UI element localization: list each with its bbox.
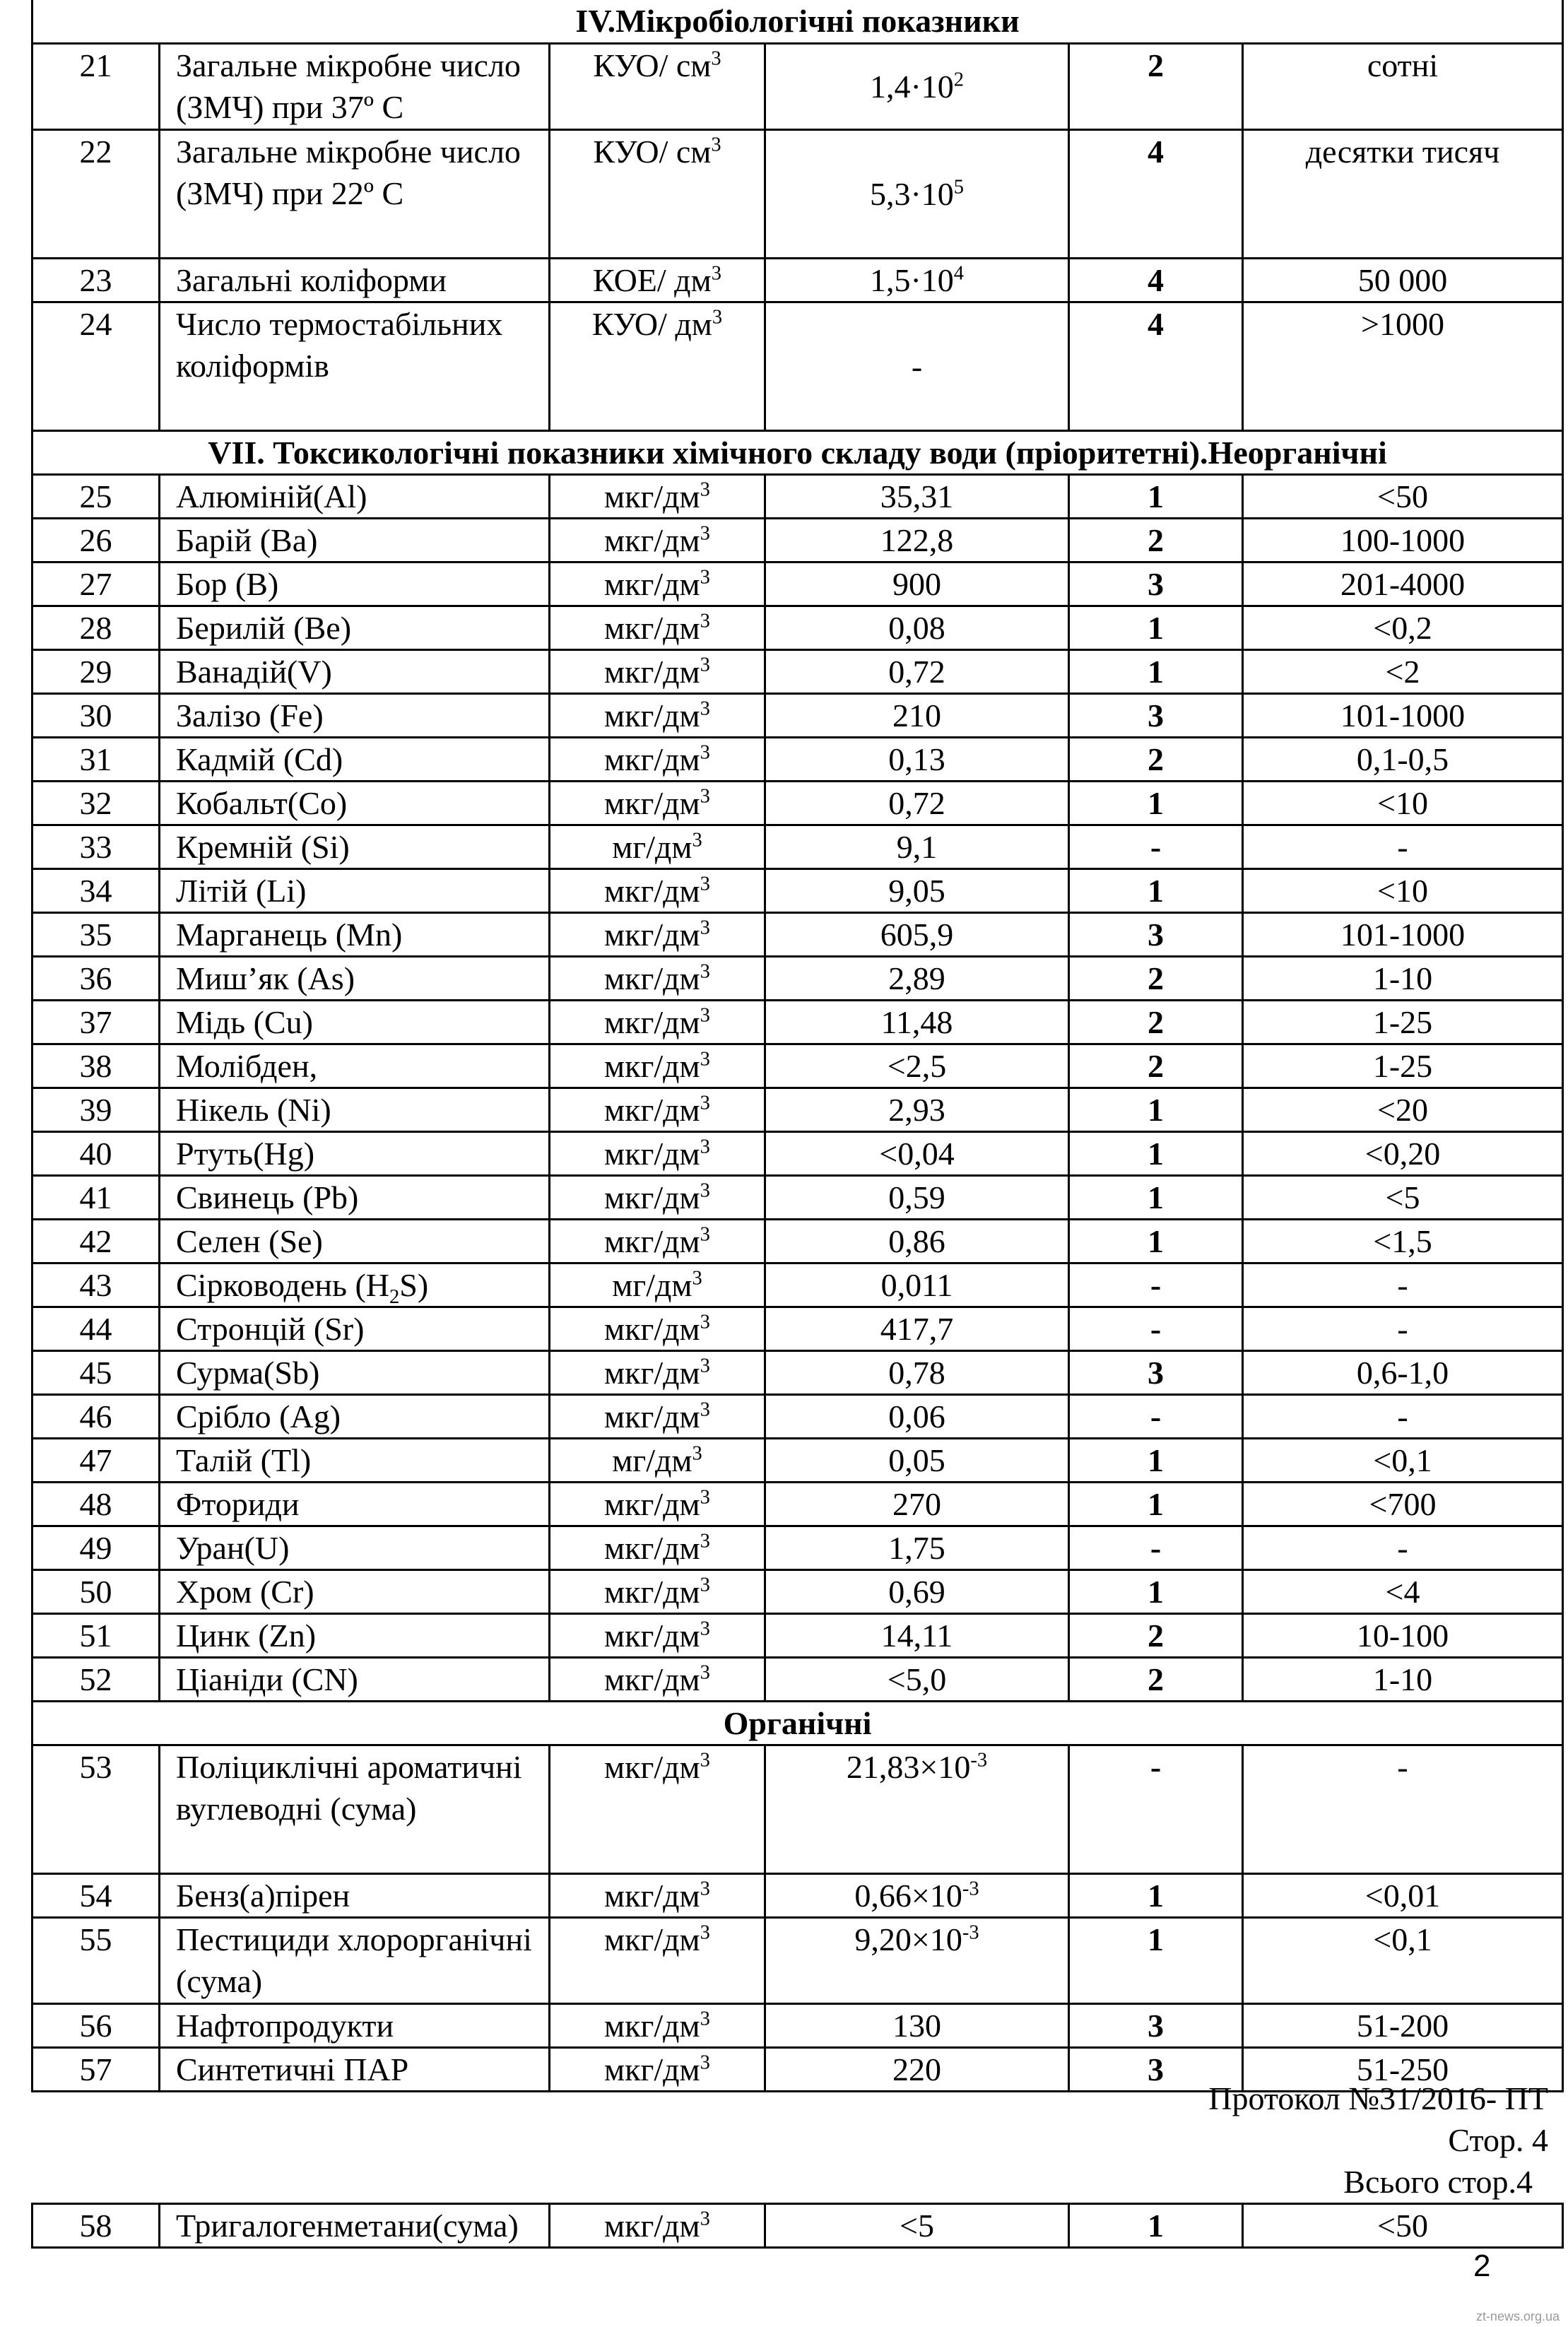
measured-value: $5,3\cdot 10^5$ [765,129,1069,258]
quality-class: 1 [1069,1088,1243,1131]
norm-range: десятки тисяч [1243,129,1563,258]
table-row [33,2204,1563,2248]
measured-value: $0,66\times 10^{-3}$ [765,1873,1069,1917]
table-row [33,562,1563,606]
unit: мкг/$дм^3$ [550,2204,765,2248]
quality-class: 4 [1069,258,1243,302]
quality-class: 4 [1069,129,1243,258]
unit: мкг/$дм^3$ [550,956,765,1000]
table-row [33,868,1563,912]
unit: мкг/$дм^3$ [550,1219,765,1263]
table-row [33,606,1563,649]
table-row [33,1307,1563,1350]
norm-range: >1000 [1243,302,1563,430]
measured-value: 220 [765,2047,1069,2091]
quality-class: 3 [1069,2003,1243,2047]
table-row [33,258,1563,302]
unit: КУО/ $см^3$ [550,43,765,129]
table-row [33,129,1563,258]
table-row [33,737,1563,781]
row-number: 51 [33,1613,160,1657]
measured-value: 122,8 [765,518,1069,562]
results-table-continued [31,2203,1564,2249]
measured-value: 2,89 [765,956,1069,1000]
indicator-name: Фториди [160,1482,550,1526]
indicator-name: Селен (Se) [160,1219,550,1263]
indicator-name: Бенз(а)пірен [160,1873,550,1917]
quality-class: 1 [1069,1482,1243,1526]
indicator-name: Сірководень $(H_2S)$ [160,1263,550,1307]
unit: мкг/$дм^3$ [550,1394,765,1438]
row-number: 30 [33,693,160,737]
table-row [33,43,1563,129]
unit: мкг/$дм^3$ [550,1569,765,1613]
indicator-name: Стронцій (Sr) [160,1307,550,1350]
unit: мкг/$дм^3$ [550,474,765,518]
total-pages: Всього стор.4 [1343,2164,1533,2200]
protocol-header [1208,2078,1548,2203]
norm-range: - [1243,1263,1563,1307]
norm-range: 51-250 [1243,2047,1563,2091]
row-number: 38 [33,1044,160,1088]
row-number: 54 [33,1873,160,1917]
measured-value: 0,13 [765,737,1069,781]
measured-value: $21,83\times 10^{-3}$ [765,1745,1069,1873]
row-number: 26 [33,518,160,562]
row-number: 28 [33,606,160,649]
row-number: 29 [33,649,160,693]
row-number: 24 [33,302,160,430]
quality-class: 1 [1069,474,1243,518]
quality-class: 1 [1069,606,1243,649]
section-header-row [33,1701,1563,1745]
unit: мкг/$дм^3$ [550,1917,765,2003]
measured-value: 0,78 [765,1350,1069,1394]
table-row [33,1873,1563,1917]
measured-value: 130 [765,2003,1069,2047]
unit: мкг/$дм^3$ [550,2047,765,2091]
norm-range: <0,1 [1243,1438,1563,1482]
measured-value: 417,7 [765,1307,1069,1350]
unit: мкг/$дм^3$ [550,1175,765,1219]
indicator-name: Свинець (Pb) [160,1175,550,1219]
norm-range: 1-10 [1243,956,1563,1000]
quality-class: 1 [1069,1131,1243,1175]
norm-range: <20 [1243,1088,1563,1131]
table-row [33,781,1563,825]
table-row [33,825,1563,868]
measured-value: 9,1 [765,825,1069,868]
indicator-name: Срібло (Ag) [160,1394,550,1438]
row-number: 44 [33,1307,160,1350]
table-row [33,1745,1563,1873]
unit: КУО/ $см^3$ [550,129,765,258]
unit: мкг/$дм^3$ [550,868,765,912]
table-row [33,1482,1563,1526]
measured-value: $9,20\times 10^{-3}$ [765,1917,1069,2003]
table-row [33,693,1563,737]
row-number: 33 [33,825,160,868]
quality-class: 2 [1069,518,1243,562]
indicator-name: Пестициди хлорорганічні (сума) [160,1917,550,2003]
quality-class: 2 [1069,1657,1243,1701]
indicator-name: Кремній (Si) [160,825,550,868]
quality-class: 2 [1069,1000,1243,1044]
row-number: 21 [33,43,160,129]
unit: мкг/$дм^3$ [550,1657,765,1701]
quality-class: 3 [1069,912,1243,956]
norm-range: 1-25 [1243,1000,1563,1044]
row-number: 48 [33,1482,160,1526]
unit: мкг/$дм^3$ [550,1088,765,1131]
measured-value: 35,31 [765,474,1069,518]
section-header-row [33,0,1563,43]
norm-range: 1-10 [1243,1657,1563,1701]
norm-range: <50 [1243,474,1563,518]
measured-value: 270 [765,1482,1069,1526]
indicator-name: Загальне мікробне число (ЗМЧ) при 37º С [160,43,550,129]
quality-class: 4 [1069,302,1243,430]
indicator-name: Бор (B) [160,562,550,606]
norm-range: <5 [1243,1175,1563,1219]
row-number: 52 [33,1657,160,1701]
indicator-name: Синтетичні ПАР [160,2047,550,2091]
indicator-name: Ванадій(V) [160,649,550,693]
indicator-name: Кадмій (Cd) [160,737,550,781]
measured-value: 0,08 [765,606,1069,649]
row-number: 25 [33,474,160,518]
table-row [33,1263,1563,1307]
table-row [33,1613,1563,1657]
section-title-micro: IV.Мікробіологічні показники [33,0,1563,43]
norm-range: - [1243,1394,1563,1438]
measured-value: 0,06 [765,1394,1069,1438]
quality-class: 1 [1069,781,1243,825]
measured-value: 0,011 [765,1263,1069,1307]
row-number: 58 [33,2204,160,2248]
norm-range: <4 [1243,1569,1563,1613]
unit: мкг/$дм^3$ [550,1745,765,1873]
unit: мкг/$дм^3$ [550,518,765,562]
norm-range: <0,2 [1243,606,1563,649]
norm-range: - [1243,1526,1563,1569]
quality-class: 1 [1069,1917,1243,2003]
indicator-name: Барій (Ba) [160,518,550,562]
measured-value: 0,05 [765,1438,1069,1482]
indicator-name: Поліциклічні ароматичні вуглеводні (сума) [160,1745,550,1873]
quality-class: 1 [1069,868,1243,912]
table-row [33,1131,1563,1175]
row-number: 49 [33,1526,160,1569]
measured-value: 210 [765,693,1069,737]
norm-range: <1,5 [1243,1219,1563,1263]
row-number: 56 [33,2003,160,2047]
page-of: Стор. 4 [1448,2122,1548,2158]
table-row [33,1526,1563,1569]
table-row [33,1088,1563,1131]
row-number: 40 [33,1131,160,1175]
unit: мкг/$дм^3$ [550,649,765,693]
table-row [33,1917,1563,2003]
quality-class: - [1069,1526,1243,1569]
quality-class: 1 [1069,1438,1243,1482]
norm-range: 0,1-0,5 [1243,737,1563,781]
unit: мкг/$дм^3$ [550,1000,765,1044]
row-number: 42 [33,1219,160,1263]
table-row [33,912,1563,956]
table-row [33,1000,1563,1044]
measured-value: 2,93 [765,1088,1069,1131]
measured-value: - [765,302,1069,430]
section-header-row [33,430,1563,474]
norm-range: 101-1000 [1243,912,1563,956]
indicator-name: Алюміній(Al) [160,474,550,518]
norm-range: 0,6-1,0 [1243,1350,1563,1394]
row-number: 34 [33,868,160,912]
row-number: 46 [33,1394,160,1438]
row-number: 50 [33,1569,160,1613]
unit: мкг/$дм^3$ [550,1131,765,1175]
table-row [33,1657,1563,1701]
norm-range: <0,1 [1243,1917,1563,2003]
indicator-name: Миш’як (As) [160,956,550,1000]
table-row [33,1438,1563,1482]
row-number: 53 [33,1745,160,1873]
indicator-name: Берилій (Be) [160,606,550,649]
table-row [33,518,1563,562]
norm-range: <0,01 [1243,1873,1563,1917]
row-number: 32 [33,781,160,825]
row-number: 36 [33,956,160,1000]
unit: мкг/$дм^3$ [550,693,765,737]
norm-range: 51-200 [1243,2003,1563,2047]
quality-class: - [1069,825,1243,868]
row-number: 57 [33,2047,160,2091]
section-title-inorganic: VII. Токсикологічні показники хімічного складу води (пріоритетні).Неорганічні [33,430,1563,474]
norm-range: <10 [1243,868,1563,912]
norm-range: - [1243,1307,1563,1350]
unit: $мг/дм^3$ [550,1263,765,1307]
quality-class: - [1069,1263,1243,1307]
unit: мкг/$дм^3$ [550,1307,765,1350]
norm-range: 101-1000 [1243,693,1563,737]
quality-class: 3 [1069,1350,1243,1394]
site-watermark: zt-news.org.ua [1475,2309,1560,2323]
norm-range: 201-4000 [1243,562,1563,606]
indicator-name: Молібден, [160,1044,550,1088]
unit: КОЕ/ $дм^3$ [550,258,765,302]
indicator-name: Уран(U) [160,1526,550,1569]
measured-value: 11,48 [765,1000,1069,1044]
results-table [31,0,1564,2092]
norm-range: 50 000 [1243,258,1563,302]
quality-class: 2 [1069,956,1243,1000]
table-row [33,649,1563,693]
measured-value: 1,75 [765,1526,1069,1569]
unit: мкг/$дм^3$ [550,2003,765,2047]
norm-range: <0,20 [1243,1131,1563,1175]
norm-range: <50 [1243,2204,1563,2248]
indicator-name: Кобальт(Co) [160,781,550,825]
quality-class: 1 [1069,1175,1243,1219]
unit: $мг/дм^3$ [550,1438,765,1482]
row-number: 41 [33,1175,160,1219]
unit: $мг/дм^3$ [550,825,765,868]
table-row [33,1394,1563,1438]
quality-class: 2 [1069,737,1243,781]
quality-class: 2 [1069,43,1243,129]
quality-class: 1 [1069,2204,1243,2248]
page-number: 2 [1473,2249,1491,2283]
table-row [33,302,1563,430]
norm-range: 10-100 [1243,1613,1563,1657]
table-row [33,956,1563,1000]
measured-value: <5,0 [765,1657,1069,1701]
row-number: 39 [33,1088,160,1131]
unit: мкг/$дм^3$ [550,1044,765,1088]
measured-value: 0,72 [765,649,1069,693]
indicator-name: Цинк (Zn) [160,1613,550,1657]
measured-value: $1,4\cdot 10^2$ [765,43,1069,129]
row-number: 47 [33,1438,160,1482]
quality-class: - [1069,1745,1243,1873]
quality-class: - [1069,1394,1243,1438]
norm-range: - [1243,1745,1563,1873]
measured-value: 14,11 [765,1613,1069,1657]
unit: мкг/$дм^3$ [550,606,765,649]
measured-value: <5 [765,2204,1069,2248]
quality-class: 1 [1069,1219,1243,1263]
row-number: 35 [33,912,160,956]
unit: мкг/$дм^3$ [550,1526,765,1569]
indicator-name: Літій (Li) [160,868,550,912]
unit: мкг/$дм^3$ [550,781,765,825]
row-number: 31 [33,737,160,781]
measured-value: 0,72 [765,781,1069,825]
norm-range: 100-1000 [1243,518,1563,562]
row-number: 43 [33,1263,160,1307]
indicator-name: Ціаніди (CN) [160,1657,550,1701]
indicator-name: Залізо (Fe) [160,693,550,737]
quality-class: 1 [1069,1569,1243,1613]
measured-value: 0,69 [765,1569,1069,1613]
table-row [33,1044,1563,1088]
measured-value: <0,04 [765,1131,1069,1175]
protocol-number: Протокол №31/2016- ПТ [1208,2080,1548,2116]
norm-range: <10 [1243,781,1563,825]
row-number: 27 [33,562,160,606]
row-number: 37 [33,1000,160,1044]
indicator-name: Мідь (Cu) [160,1000,550,1044]
measured-value: 0,86 [765,1219,1069,1263]
unit: КУО/ $дм^3$ [550,302,765,430]
table-row [33,1350,1563,1394]
norm-range: 1-25 [1243,1044,1563,1088]
unit: мкг/$дм^3$ [550,1873,765,1917]
unit: мкг/$дм^3$ [550,1350,765,1394]
row-number: 23 [33,258,160,302]
norm-range: сотні [1243,43,1563,129]
quality-class: 3 [1069,2047,1243,2091]
indicator-name: Ртуть(Hg) [160,1131,550,1175]
table-row [33,1569,1563,1613]
section-title-organic: Органічні [33,1701,1563,1745]
measured-value: $1,5\cdot 10^4$ [765,258,1069,302]
indicator-name: Талій (Tl) [160,1438,550,1482]
indicator-name: Хром (Cr) [160,1569,550,1613]
table-row [33,1175,1563,1219]
indicator-name: Число термостабільних коліформів [160,302,550,430]
measured-value: 605,9 [765,912,1069,956]
table-row [33,1219,1563,1263]
norm-range: <2 [1243,649,1563,693]
indicator-name: Марганець (Mn) [160,912,550,956]
unit: мкг/$дм^3$ [550,1613,765,1657]
indicator-name: Загальні коліформи [160,258,550,302]
indicator-name: Сурма(Sb) [160,1350,550,1394]
indicator-name: Тригалогенметани(сума) [160,2204,550,2248]
quality-class: - [1069,1307,1243,1350]
indicator-name: Нафтопродукти [160,2003,550,2047]
measured-value: 900 [765,562,1069,606]
measured-value: 0,59 [765,1175,1069,1219]
indicator-name: Нікель (Ni) [160,1088,550,1131]
unit: мкг/$дм^3$ [550,737,765,781]
unit: мкг/$дм^3$ [550,912,765,956]
quality-class: 3 [1069,693,1243,737]
unit: мкг/$дм^3$ [550,1482,765,1526]
row-number: 22 [33,129,160,258]
norm-range: - [1243,825,1563,868]
table-row [33,474,1563,518]
row-number: 45 [33,1350,160,1394]
quality-class: 1 [1069,649,1243,693]
indicator-name: Загальне мікробне число (ЗМЧ) при 22º С [160,129,550,258]
measured-value: 9,05 [765,868,1069,912]
unit: мкг/$дм^3$ [550,562,765,606]
measured-value: <2,5 [765,1044,1069,1088]
quality-class: 3 [1069,562,1243,606]
quality-class: 2 [1069,1044,1243,1088]
norm-range: <700 [1243,1482,1563,1526]
row-number: 55 [33,1917,160,2003]
table-row [33,2003,1563,2047]
quality-class: 2 [1069,1613,1243,1657]
quality-class: 1 [1069,1873,1243,1917]
